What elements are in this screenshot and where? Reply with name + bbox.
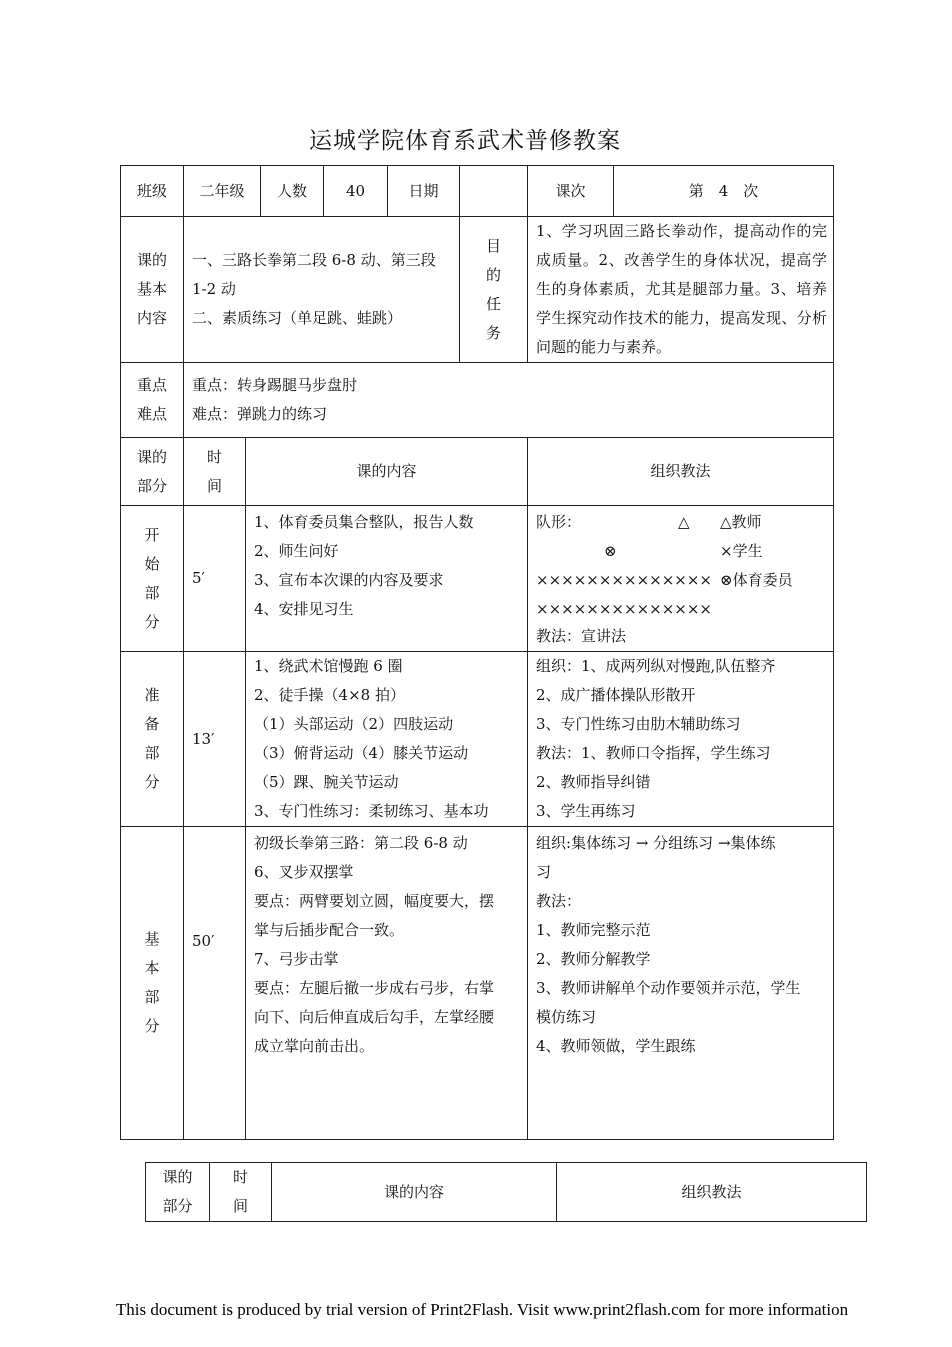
method-header: 组织教法 (528, 438, 834, 506)
prep-part-label: 准 备 部 分 (121, 652, 184, 827)
continuation-time-header: 时 间 (210, 1163, 272, 1222)
continuation-table (145, 1162, 867, 1222)
basic-section-content: 初级长拳第三路：第二段 6-8 动 6、叉步双摆掌 要点：两臂要划立圆，幅度要大，摆 掌与后插步配合一致。 7、弓步击掌 要点：左腿后撤一步成右弓步，右掌 向下、向后伸直成后勾手，左掌经腰 成立掌向前击出。 (246, 827, 528, 1140)
start-teaching-method: 教法：宣讲法 (536, 627, 627, 645)
content-header: 课的内容 (246, 438, 528, 506)
key-points-text: 重点：转身踢腿马步盘肘 难点：弹跳力的练习 (184, 363, 834, 438)
student-row-2: ×××××××××××××× (536, 600, 712, 618)
student-row-1: ×××××××××××××× (536, 571, 712, 589)
start-part-label: 开 始 部 分 (121, 506, 184, 652)
start-content: 1、体育委员集合整队，报告人数 2、师生问好 3、宣布本次课的内容及要求 4、安排见习生 (246, 506, 528, 652)
class-label: 班级 (121, 166, 184, 217)
continuation-content-header: 课的内容 (272, 1163, 557, 1222)
continuation-part-header: 课的 部分 (146, 1163, 210, 1222)
monitor-symbol-icon: ⊗ (604, 542, 617, 560)
session-label: 课次 (528, 166, 614, 217)
time-header: 时 间 (184, 438, 246, 506)
formation-label: 队形： (536, 513, 582, 531)
teacher-triangle-icon: △ (678, 513, 690, 531)
basic-content-label: 课的 基本 内容 (121, 217, 184, 363)
prep-method: 组织：1、成两列纵对慢跑,队伍整齐 2、成广播体操队形散开 3、专门性练习由肋木辅助练习 教法：1、教师口令指挥，学生练习 2、教师指导纠错 3、学生再练习 (528, 652, 834, 827)
goal-label: 目 的 任 务 (460, 217, 528, 363)
basic-time: 50′ (184, 827, 246, 1140)
formation-diagram (528, 506, 833, 651)
student-legend: ×学生 (720, 542, 763, 560)
basic-content-text: 一、三路长拳第二段 6-8 动、第三段 1-2 动 二、素质练习（单足跳、蛙跳） (184, 217, 460, 363)
start-time: 5′ (184, 506, 246, 652)
prep-content: 1、绕武术馆慢跑 6 圈 2、徒手操（4×8 拍） （1）头部运动（2）四肢运动 （3）俯背运动（4）膝关节运动 （5）踝、腕关节运动 3、专门性练习：柔韧练习、基本功 (246, 652, 528, 827)
trial-watermark-footer: This document is produced by trial version of Print2Flash. Visit www.print2flash.com for more information (115, 1300, 849, 1319)
key-points-row (121, 363, 834, 438)
monitor-legend: ⊗体育委员 (720, 571, 793, 589)
column-header-row (121, 438, 834, 506)
date-value (460, 166, 528, 217)
basic-part-label: 基 本 部 分 (121, 827, 184, 1140)
prep-section-row (121, 652, 834, 827)
session-value: 第 4 次 (614, 166, 834, 217)
start-method (528, 506, 834, 652)
count-value: 40 (324, 166, 388, 217)
goal-text: 1、学习巩固三路长拳动作，提高动作的完成质量。2、改善学生的身体状况，提高学生的身体素质，尤其是腿部力量。3、培养学生探究动作技术的能力，提高发现、分析问题的能力与素养。 (528, 217, 834, 363)
continuation-method-header: 组织教法 (557, 1163, 867, 1222)
header-row (121, 166, 834, 217)
lesson-plan-table (120, 165, 834, 1140)
prep-time: 13′ (184, 652, 246, 827)
start-section-row (121, 506, 834, 652)
class-value: 二年级 (184, 166, 261, 217)
key-points-label: 重点 难点 (121, 363, 184, 438)
basic-content-row (121, 217, 834, 363)
date-label: 日期 (388, 166, 460, 217)
basic-section-row (121, 827, 834, 1140)
count-label: 人数 (261, 166, 324, 217)
basic-section-method: 组织:集体练习 → 分组练习 →集体练 习 教法： 1、教师完整示范 2、教师分解教学 3、教师讲解单个动作要领并示范，学生 模仿练习 4、教师领做，学生跟练 (528, 827, 834, 1140)
continuation-header-row (146, 1163, 867, 1222)
part-header: 课的 部分 (121, 438, 184, 506)
teacher-legend: △教师 (720, 513, 762, 531)
page-title: 运城学院体育系武术普修教案 (309, 128, 621, 154)
